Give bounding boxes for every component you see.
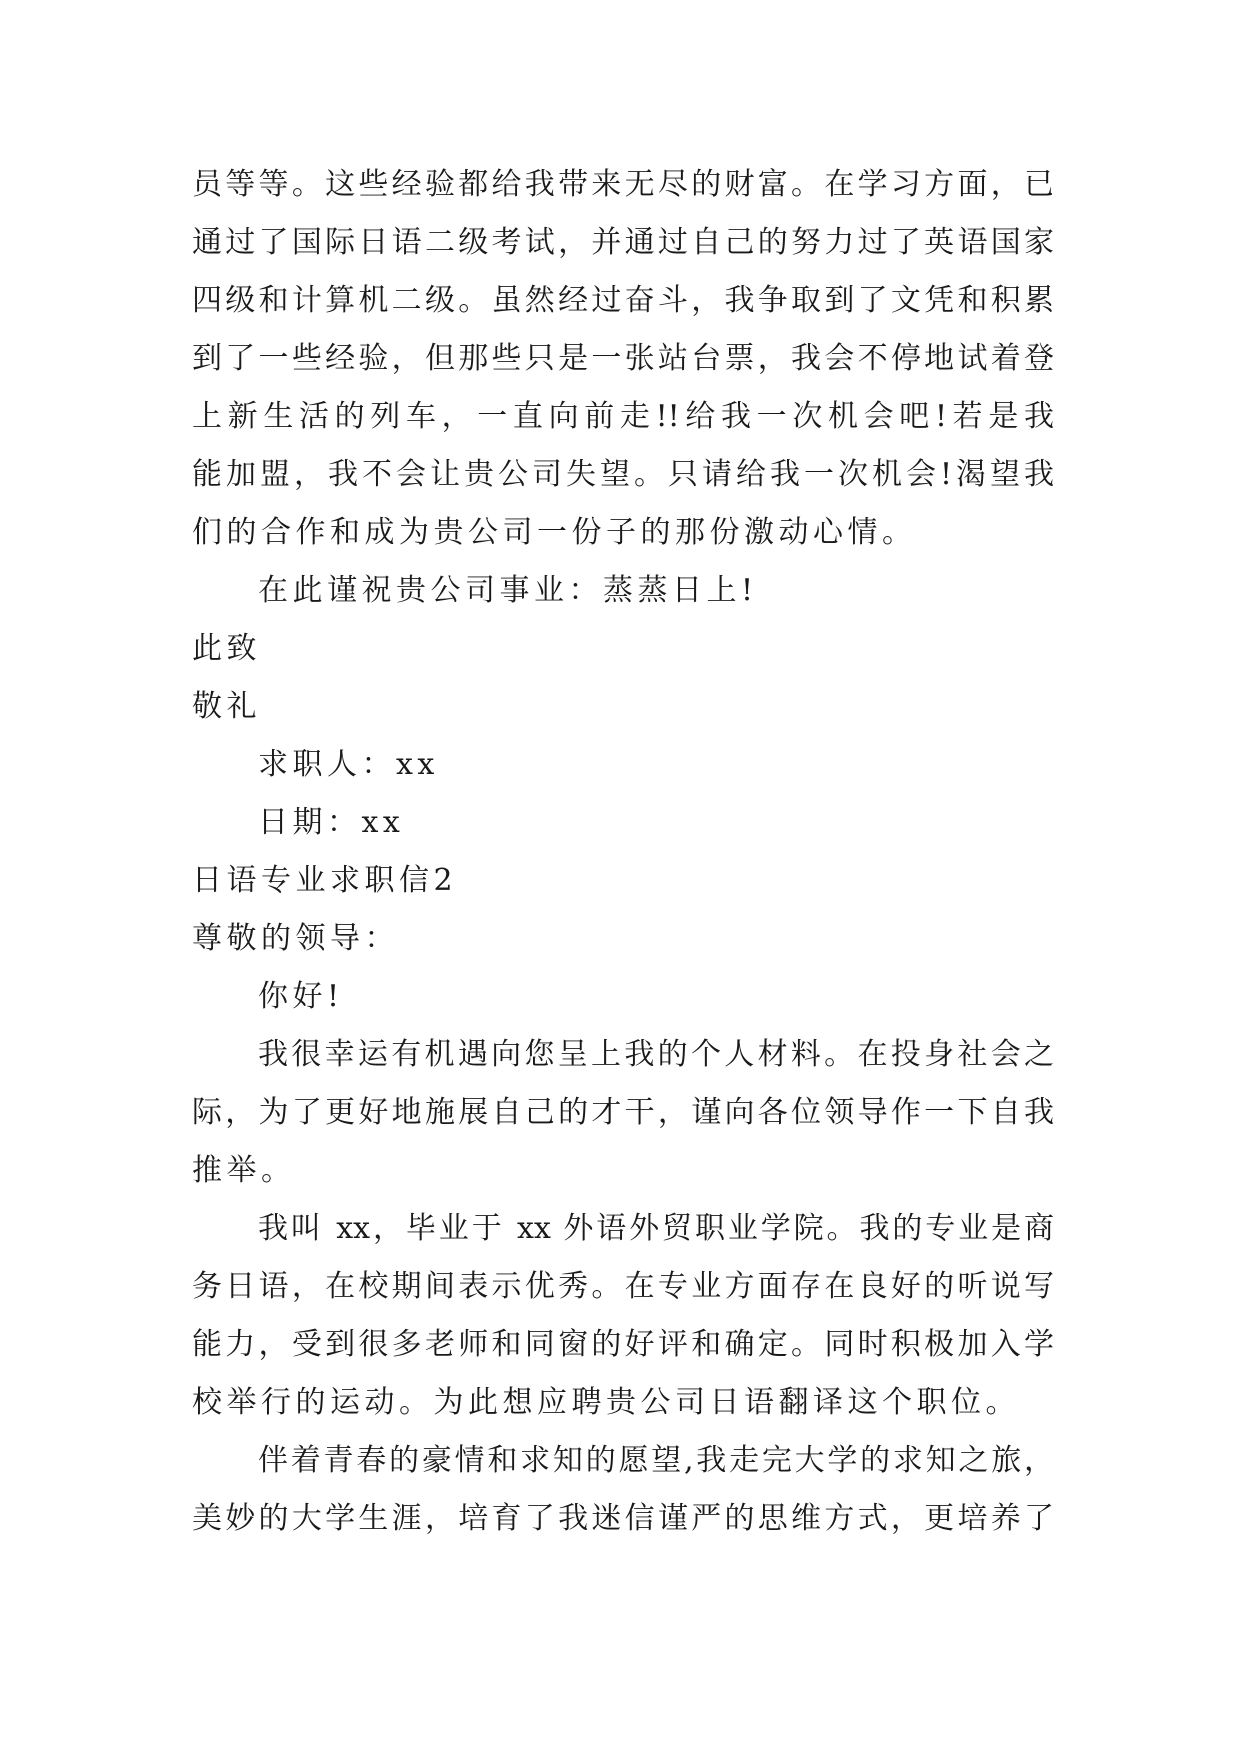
text-line: 我很幸运有机遇向您呈上我的个人材料。在投身社会之 [258,1037,1054,1072]
text-line: 能加盟，我不会让贵公司失望。只请给我一次机会!渴望我 [192,457,1054,492]
text-line: 校举行的运动。为此想应聘贵公司日语翻译这个职位。 [192,1385,1020,1420]
paragraph-3 [192,1200,1054,1432]
wish-line: 在此谨祝贵公司事业：蒸蒸日上! [258,573,758,608]
text-line: 员等等。这些经验都给我带来无尽的财富。在学习方面，已 [192,167,1054,202]
text-line: 上新生活的列车，一直向前走!!给我一次机会吧!若是我 [192,399,1054,434]
text-line: 们的合作和成为贵公司一份子的那份激动心情。 [192,515,917,550]
text-line: 到了一些经验，但那些只是一张站台票，我会不停地试着登 [192,341,1054,376]
applicant-line: 求职人：xx [258,747,439,782]
document-body [192,156,1054,1548]
letter-title: 日语专业求职信2 [192,863,458,898]
greeting: 你好! [258,979,344,1014]
text-line: 美妙的大学生涯，培育了我迷信谨严的思维方式，更培养了 [192,1501,1054,1536]
text-line: 际，为了更好地施展自己的才干，谨向各位领导作一下自我 [192,1095,1054,1130]
closing-line-2: 敬礼 [192,689,261,724]
paragraph-2 [192,1026,1054,1200]
paragraph-1 [192,156,1054,562]
text-line: 通过了国际日语二级考试，并通过自己的努力过了英语国家 [192,225,1054,260]
closing-line-1: 此致 [192,631,261,666]
text-line: 四级和计算机二级。虽然经过奋斗，我争取到了文凭和积累 [192,283,1054,318]
text-line: 推举。 [192,1153,296,1188]
date-line: 日期：xx [258,805,405,840]
text-line: 能力，受到很多老师和同窗的好评和确定。同时积极加入学 [192,1327,1054,1362]
text-line: 我叫 xx，毕业于 xx 外语外贸职业学院。我的专业是商 [258,1211,1054,1246]
salutation: 尊敬的领导： [192,921,399,956]
paragraph-4 [192,1432,1054,1548]
text-line: 伴着青春的豪情和求知的愿望,我走完大学的求知之旅， [258,1443,1054,1478]
text-line: 务日语，在校期间表示优秀。在专业方面存在良好的听说写 [192,1269,1054,1304]
